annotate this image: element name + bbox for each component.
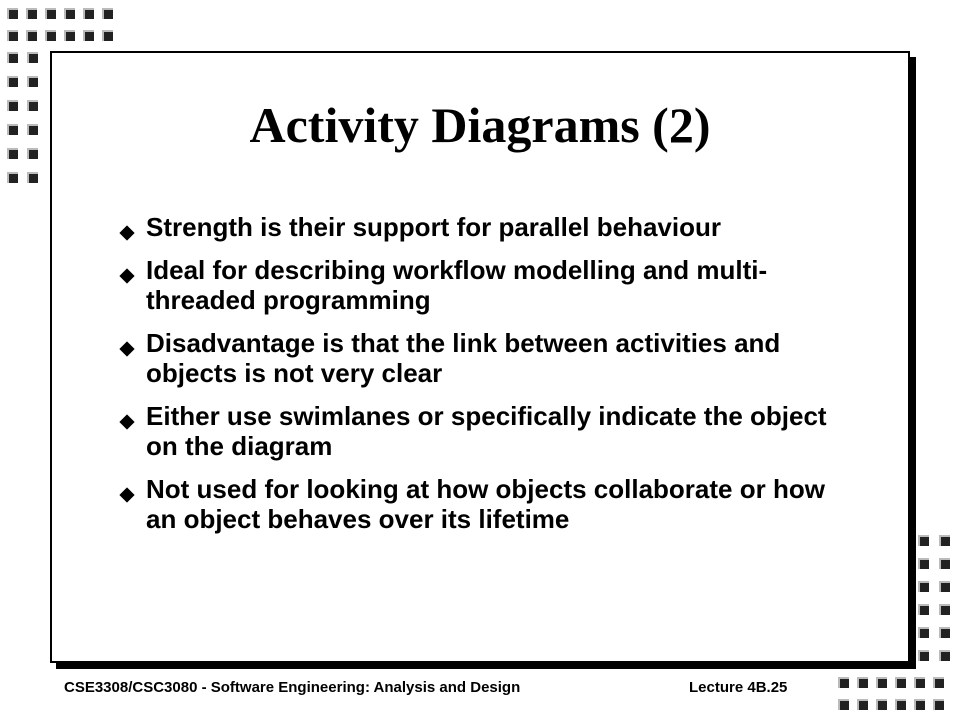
decorative-square (939, 535, 950, 546)
decorative-square (895, 699, 906, 710)
decorative-square (7, 76, 18, 87)
decorative-square (939, 650, 950, 661)
decorative-square (918, 604, 929, 615)
bullet-item (118, 474, 858, 534)
footer-lecture: Lecture 4B.25 (689, 679, 788, 696)
bullet-text: Ideal for describing workflow modelling and multi-threaded programming (146, 255, 768, 315)
decorative-square (857, 699, 868, 710)
diamond-bullet-icon (119, 414, 134, 429)
decorative-square (876, 677, 887, 688)
decorative-square (7, 8, 18, 19)
decorative-square (26, 30, 37, 41)
decorative-square (7, 30, 18, 41)
decorative-square (933, 677, 944, 688)
decorative-square (27, 76, 38, 87)
footer-course: CSE3308/CSC3080 - Software Engineering: Analysis and Design (64, 679, 521, 696)
diamond-bullet-icon (119, 487, 134, 502)
decorative-square (102, 30, 113, 41)
decorative-square (933, 699, 944, 710)
decorative-square (7, 172, 18, 183)
decorative-square (918, 535, 929, 546)
diamond-bullet-icon (119, 268, 134, 283)
decorative-square (64, 30, 75, 41)
decorative-square (939, 627, 950, 638)
decorative-square (939, 581, 950, 592)
decorative-square (45, 8, 56, 19)
decorative-square (64, 8, 75, 19)
bullet-text: Disadvantage is that the link between activities and objects is not very clear (146, 328, 781, 388)
decorative-square (939, 558, 950, 569)
slide-title: Activity Diagrams (2) (249, 97, 711, 153)
decorative-square (876, 699, 887, 710)
decorative-square (918, 627, 929, 638)
decorative-square (914, 677, 925, 688)
bullet-text: Not used for looking at how objects collaborate or how an object behaves over its lifetime (146, 474, 825, 534)
bullet-item (118, 401, 858, 461)
diamond-bullet-icon (119, 225, 134, 240)
decorative-square (83, 30, 94, 41)
decorative-square (918, 650, 929, 661)
decorative-square (26, 8, 37, 19)
decorative-square (895, 677, 906, 688)
bullet-text: Either use swimlanes or specifically indicate the object on the diagram (146, 401, 827, 461)
bullet-item (118, 328, 858, 388)
decorative-square (102, 8, 113, 19)
decorative-square (27, 52, 38, 63)
decorative-square (914, 699, 925, 710)
decorative-square (939, 604, 950, 615)
diamond-bullet-icon (119, 341, 134, 356)
decorative-square (83, 8, 94, 19)
decorative-square (7, 52, 18, 63)
bullet-list (118, 212, 858, 547)
decorative-square (918, 581, 929, 592)
bullet-item (118, 255, 858, 315)
bullet-text: Strength is their support for parallel behaviour (146, 212, 721, 242)
decorative-square (838, 699, 849, 710)
decorative-square (857, 677, 868, 688)
bullet-item (118, 212, 858, 242)
decorative-square (918, 558, 929, 569)
decorative-square (838, 677, 849, 688)
decorative-square (27, 172, 38, 183)
decorative-square (45, 30, 56, 41)
